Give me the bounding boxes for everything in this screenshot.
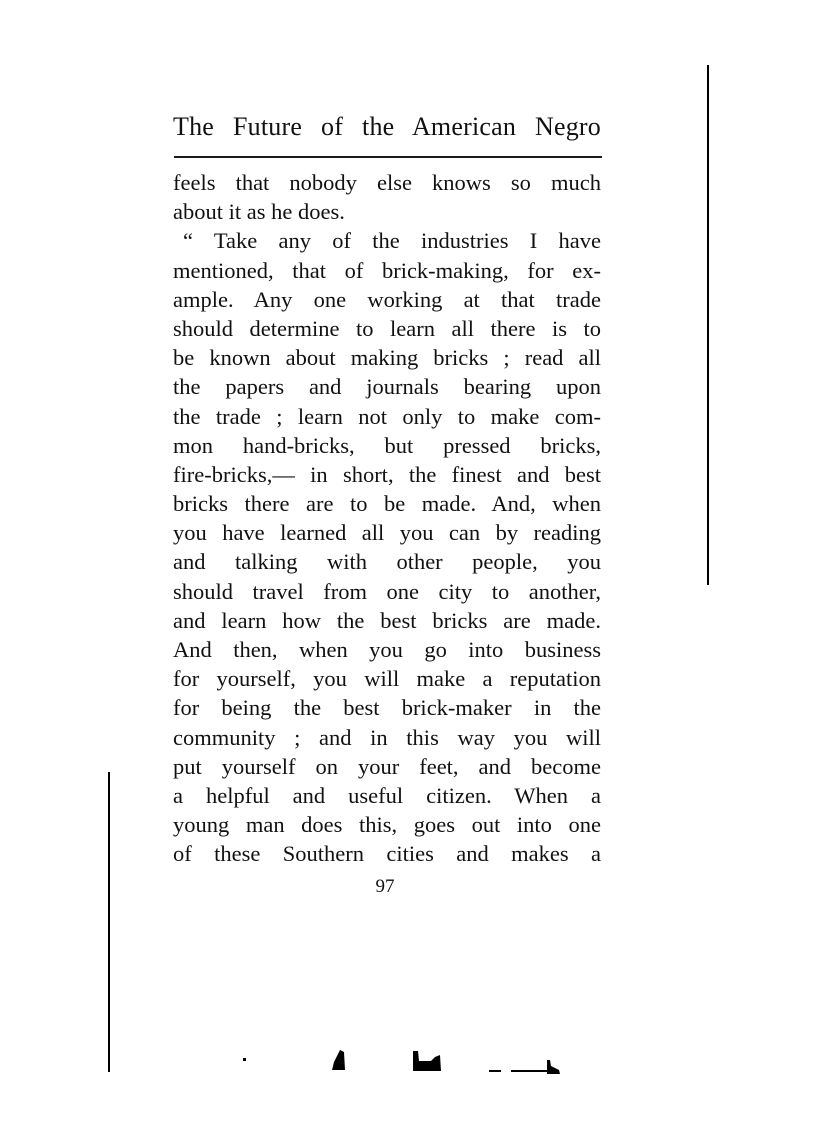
- text-line: should determine to learn all there is to: [173, 315, 601, 341]
- text-line: mon hand-bricks, but pressed bricks,: [173, 432, 601, 458]
- text-line: fire-bricks,— in short, the finest and best: [173, 461, 601, 487]
- body-text: [173, 168, 601, 869]
- text-line: put yourself on your feet, and become: [173, 753, 601, 779]
- text-line: should travel from one city to another,: [173, 578, 601, 604]
- text-line: ample. Any one working at that trade: [173, 286, 601, 312]
- text-line: young man does this, goes out into one: [173, 812, 601, 838]
- page-number: 97: [375, 876, 395, 897]
- scan-blot-middle: [413, 1051, 441, 1071]
- running-head-rule: [174, 156, 602, 158]
- running-head: The Future of the American Negro: [173, 112, 601, 141]
- scan-speck: [243, 1058, 246, 1061]
- text-line: bricks there are to be made. And, when: [173, 491, 601, 517]
- text-line: “ Take any of the industries I have: [183, 228, 601, 254]
- text-line: you have learned all you can by reading: [173, 520, 601, 546]
- scan-blot-right: [547, 1060, 561, 1074]
- gutter-line-top-right: [707, 65, 709, 585]
- scan-dash-short: [489, 1070, 501, 1072]
- text-line: community ; and in this way you will: [173, 724, 601, 750]
- text-line: the trade ; learn not only to make com-: [173, 403, 601, 429]
- text-line: for being the best brick-maker in the: [173, 695, 601, 721]
- text-line: the papers and journals bearing upon: [173, 374, 601, 400]
- text-line: mentioned, that of brick-making, for ex-: [173, 257, 601, 283]
- text-line: feels that nobody else knows so much: [173, 170, 601, 195]
- text-line: And then, when you go into business: [173, 637, 601, 662]
- gutter-line-bottom-left: [108, 772, 110, 1072]
- text-line: be known about making bricks ; read all: [173, 345, 601, 371]
- text-line: of these Southern cities and makes a: [173, 841, 601, 867]
- text-line: and learn how the best bricks are made.: [173, 607, 601, 633]
- text-line: for yourself, you will make a reputation: [173, 666, 601, 692]
- text-line: about it as he does.: [173, 199, 345, 225]
- scan-dash-long: [511, 1070, 549, 1072]
- scan-blot-left: [332, 1050, 346, 1070]
- text-line: a helpful and useful citizen. When a: [173, 782, 601, 808]
- text-line: and talking with other people, you: [173, 549, 601, 575]
